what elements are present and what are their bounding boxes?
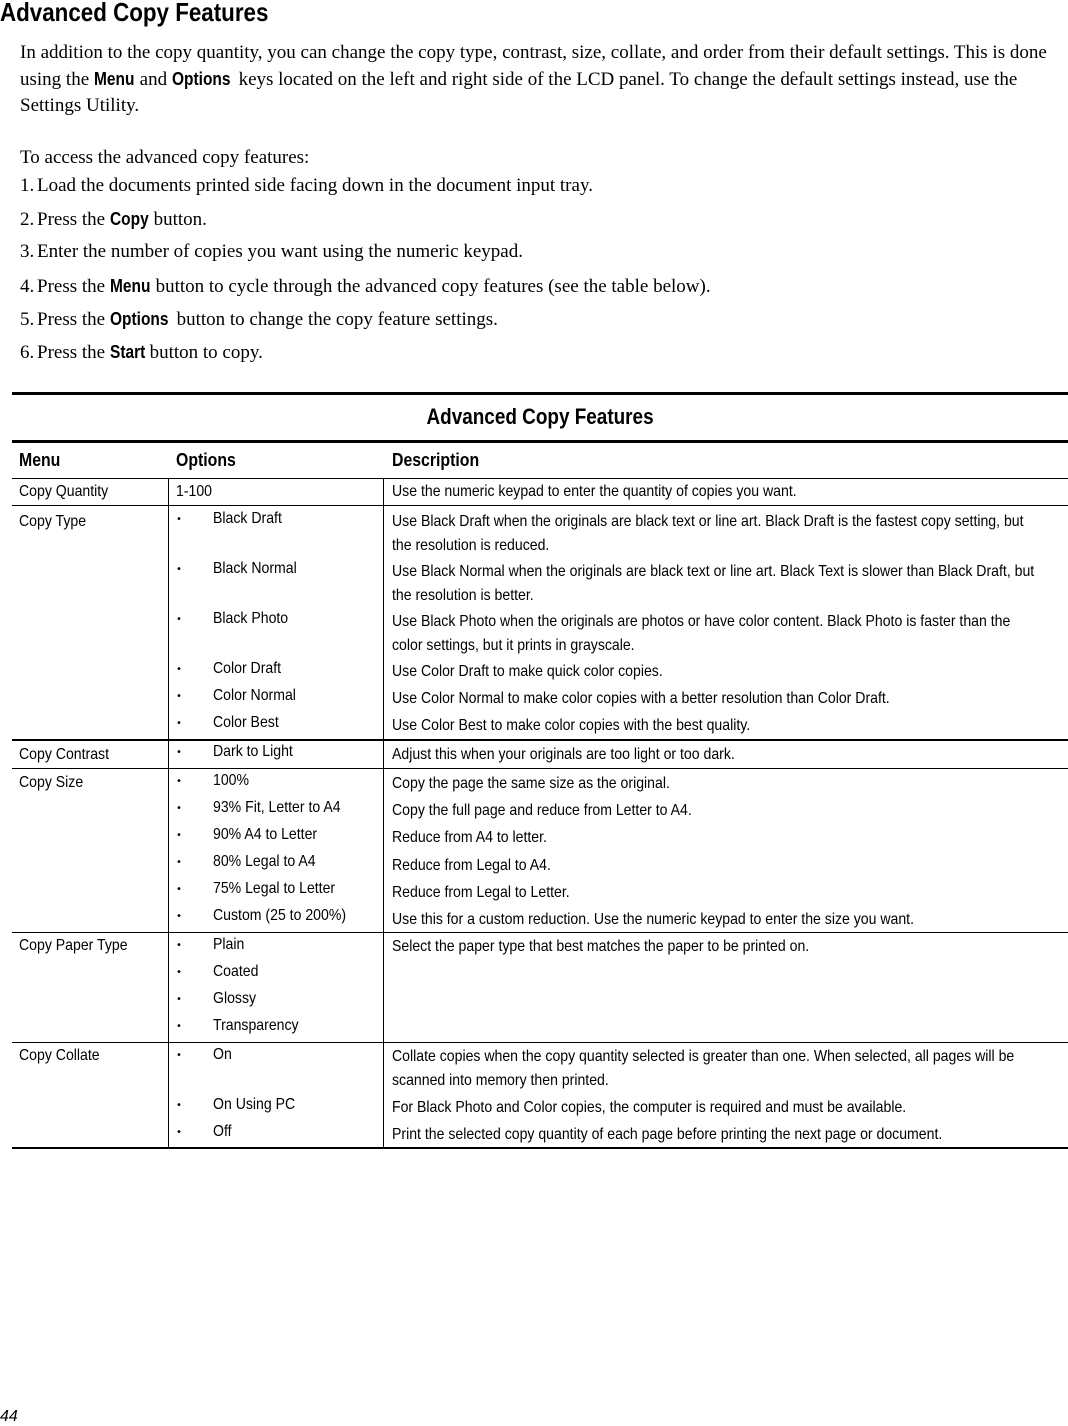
desc-size-custom [392,908,1052,932]
option-size-80 [213,853,330,871]
step-item [20,306,711,339]
cell-text: Print the selected copy quantity of each page before printing the next page or document. [392,1126,943,1143]
step-key: Copy [109,209,149,230]
step-number: 6. [20,341,35,363]
option-coated [213,963,265,981]
table-title-text: Advanced Copy Features [426,404,654,429]
bullet-icon: • [176,884,182,895]
option-color-normal [213,687,307,705]
cell-text: 93% Fit, Letter to A4 [213,799,341,816]
bullet-icon: • [176,940,182,951]
cell-text: Glossy [213,990,257,1007]
page-number: 44 [0,1408,18,1425]
row-quantity-option [176,483,217,501]
desc-color-best [392,714,1052,738]
step-text: Load the documents printed side facing down in the document input tray. [37,175,593,196]
cell-text: Use Color Normal to make color copies with a better resolution than Color Draft. [392,690,890,707]
cell-text: Copy Contrast [19,746,109,763]
bullet-icon: • [176,1050,182,1061]
option-size-100 [213,772,254,790]
cell-text: Use Black Draft when the originals are black text or line art. Black Draft is the fastest copy setting, but the resolution is reduced. [392,513,1024,554]
header-options-text: Options [176,450,236,470]
desc-color-draft [392,660,1052,684]
cell-text: 1-100 [176,483,213,500]
desc-size-80 [392,854,1052,878]
cell-text: Color Draft [213,660,282,677]
cell-text: Black Normal [213,560,297,577]
step-number: 3. [20,241,35,263]
option-black-draft [213,510,291,528]
row-divider [12,739,1068,741]
step-number: 5. [20,308,35,330]
cell-text: Copy Quantity [19,483,109,500]
step-key: Start [109,341,146,362]
bullet-icon: • [176,691,182,702]
row-type-menu [19,513,95,531]
cell-text: Adjust this when your originals are too light or too dark. [392,746,735,763]
bullet-icon: • [176,830,182,841]
step-item [20,339,711,372]
options-key-label: Options [171,69,231,89]
cell-text: Use Black Normal when the originals are black text or line art. Black Text is slower than Black Draft, but the resolution is better. [392,563,1035,604]
bullet-icon: • [176,564,182,575]
step-item [20,206,711,239]
bullet-icon: • [176,514,182,525]
table-bottom-rule [12,1147,1068,1149]
cell-text: On [213,1046,232,1063]
row-quantity-menu [19,483,120,501]
cell-text: Use the numeric keypad to enter the quantity of copies you want. [392,483,797,500]
row-collate-menu [19,1047,111,1065]
step-text: button to cycle through the advanced copy features (see the table below). [150,275,711,297]
option-size-75 [213,880,352,898]
cell-text: Plain [213,936,245,953]
bullet-icon: • [176,664,182,675]
menu-key-label: Menu [93,69,135,89]
row-paper-desc [392,935,1052,959]
option-size-93 [213,799,358,817]
option-black-photo [213,610,298,628]
cell-text: Copy Collate [19,1047,100,1064]
row-quantity-desc [392,480,1052,504]
step-text: button to copy. [144,341,263,363]
intro-text-and: and [134,69,172,90]
table-top-rule [12,392,1068,395]
row-contrast-desc [392,743,1052,767]
bullet-icon: • [176,967,182,978]
bullet-icon: • [176,1021,182,1032]
option-plain [213,936,249,954]
desc-collate-on [392,1045,1052,1093]
cell-text: Off [213,1123,232,1140]
cell-text: 75% Legal to Letter [213,880,336,897]
cell-text: Select the paper type that best matches the paper to be printed on. [392,938,810,955]
option-black-normal [213,560,308,578]
step-text: Press the [37,209,110,231]
row-contrast-menu [19,746,121,764]
option-dark-to-light [213,743,304,761]
cell-text: Reduce from Legal to Letter. [392,884,570,901]
intro-text-2: keys located on the left and right side of the LCD panel. To change the default settings instead, use the Settings Utility. [20,69,1018,116]
column-divider [168,478,169,1148]
desc-black-draft [392,510,1052,558]
desc-collate-on-pc [392,1096,1052,1120]
cell-text: Transparency [213,1017,299,1034]
desc-color-normal [392,687,1052,711]
header-description-text: Description [392,450,480,470]
cell-text: Custom (25 to 200%) [213,907,347,924]
steps-list [20,173,711,372]
header-menu [19,450,66,471]
bullet-icon: • [176,857,182,868]
option-collate-on-pc [213,1096,306,1114]
option-color-best [213,714,288,732]
cell-text: Reduce from Legal to A4. [392,857,551,874]
column-divider [383,478,384,1148]
row-divider [12,478,1068,479]
cell-text: Reduce from A4 to letter. [392,829,547,846]
bullet-icon: • [176,994,182,1005]
desc-size-100 [392,772,1052,796]
bullet-icon: • [176,1127,182,1138]
header-options [176,450,244,471]
step-text: Press the [37,341,110,363]
desc-size-75 [392,881,1052,905]
cell-text: For Black Photo and Color copies, the computer is required and must be available. [392,1099,907,1116]
cell-text: 90% A4 to Letter [213,826,318,843]
cell-text: 100% [213,772,250,789]
cell-text: Copy the full page and reduce from Letter to A4. [392,802,692,819]
bullet-icon: • [176,614,182,625]
step-number: 1. [20,175,35,196]
table-title [12,404,1068,430]
desc-black-photo [392,610,1052,658]
bullet-icon: • [176,718,182,729]
cell-text: 80% Legal to A4 [213,853,316,870]
cell-text: Dark to Light [213,743,293,760]
option-color-draft [213,660,290,678]
option-transparency [213,1017,310,1035]
desc-black-normal [392,560,1052,608]
table-header-rule [12,440,1068,443]
header-menu-text: Menu [19,450,61,470]
cell-text: Black Draft [213,510,282,527]
step-text: Enter the number of copies you want using the numeric keypad. [37,241,523,263]
step-text: button to change the copy feature settings. [171,308,498,330]
step-number: 4. [20,275,35,297]
cell-text: Coated [213,963,259,980]
desc-size-93 [392,799,1052,823]
row-divider [12,932,1068,933]
cell-text: Use Black Photo when the originals are photos or have color content. Black Photo is faster than the color settings, but it prints in grayscale. [392,613,1011,654]
option-size-90 [213,826,331,844]
cell-text: Collate copies when the copy quantity selected is greater than one. When selected, all pages will be scanned into memory then printed. [392,1048,1015,1089]
step-text: Press the [37,308,110,330]
step-key: Options [109,308,169,329]
row-divider [12,505,1068,506]
cell-text: Copy Paper Type [19,937,128,954]
header-description [392,450,491,471]
desc-size-90 [392,826,1052,850]
step-text: button. [148,209,207,231]
bullet-icon: • [176,1100,182,1111]
row-size-menu [19,774,92,792]
row-paper-menu [19,937,142,955]
intro-paragraph [20,40,1060,119]
page-title: Advanced Copy Features [0,0,269,27]
cell-text: Color Best [213,714,279,731]
bullet-icon: • [176,776,182,787]
step-text: Press the [37,275,110,297]
cell-text: Copy the page the same size as the original. [392,775,670,792]
cell-text: Use this for a custom reduction. Use the numeric keypad to enter the size you want. [392,911,915,928]
option-collate-on [213,1046,234,1064]
cell-text: Black Photo [213,610,289,627]
option-glossy [213,990,262,1008]
cell-text: On Using PC [213,1096,296,1113]
row-divider [12,768,1068,769]
step-item [20,239,711,272]
cell-text: Color Normal [213,687,296,704]
desc-collate-off [392,1123,1052,1147]
cell-text: Copy Type [19,513,87,530]
bullet-icon: • [176,911,182,922]
step-item [20,173,711,206]
cell-text: Copy Size [19,774,84,791]
cell-text: Use Color Draft to make quick color copies. [392,663,663,680]
step-number: 2. [20,209,35,231]
bullet-icon: • [176,803,182,814]
option-collate-off [213,1123,234,1141]
row-divider [12,1042,1068,1043]
access-intro: To access the advanced copy features: [20,147,310,168]
step-key: Menu [109,275,151,296]
option-size-custom [213,907,364,925]
bullet-icon: • [176,747,182,758]
intro-text-1: In addition to the copy quantity, you can change the copy type, contrast, size, collate, and order from their default settings. This is done using the [20,42,1047,90]
step-item [20,273,711,306]
cell-text: Use Color Best to make color copies with the best quality. [392,717,751,734]
